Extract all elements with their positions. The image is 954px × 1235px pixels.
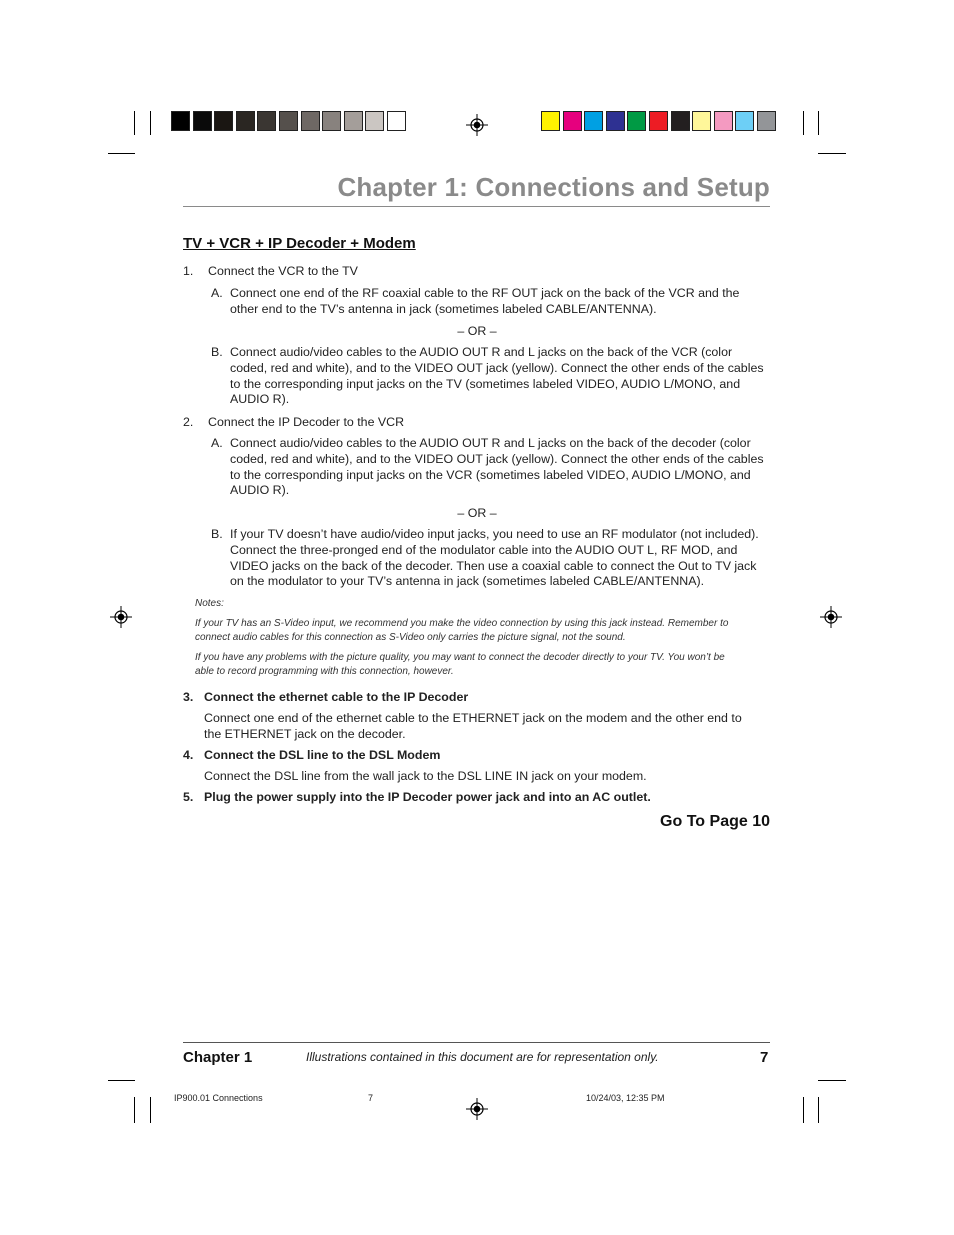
process-color-swatch bbox=[606, 111, 625, 131]
step-number: 1. bbox=[183, 264, 194, 278]
section-title: TV + VCR + IP Decoder + Modem bbox=[183, 235, 416, 252]
text-line: Connect one end of the RF coaxial cable to the RF OUT jack on the back of the VCR and the bbox=[230, 286, 740, 300]
note-item bbox=[195, 651, 770, 679]
crop-mark bbox=[803, 111, 804, 135]
process-color-swatch bbox=[757, 111, 776, 131]
crop-mark bbox=[803, 1097, 804, 1123]
process-color-swatch bbox=[649, 111, 668, 131]
step-title: Connect the IP Decoder to the VCR bbox=[208, 415, 405, 429]
text-line: the ETHERNET jack on the decoder. bbox=[204, 726, 406, 741]
text-line: AUDIO R). bbox=[230, 392, 290, 407]
option-letter: B. bbox=[211, 345, 223, 359]
process-color-swatch bbox=[735, 111, 754, 131]
footer-chapter: Chapter 1 bbox=[183, 1049, 253, 1066]
note-item bbox=[195, 617, 770, 645]
text-line: If you have any problems with the picture quality, you may want to connect the decoder directly to your TV. You won’t be bbox=[195, 652, 725, 663]
notes-label: Notes: bbox=[195, 598, 224, 609]
slug-date: 10/24/03, 12:35 PM bbox=[586, 1093, 665, 1103]
registration-mark-icon bbox=[820, 606, 842, 628]
step-title: Connect the DSL line to the DSL Modem bbox=[204, 748, 441, 762]
grayscale-swatch bbox=[193, 111, 212, 131]
page-number: 7 bbox=[760, 1049, 769, 1066]
text-line: other end to the TV’s antenna in jack (sometimes labeled CABLE/ANTENNA). bbox=[230, 301, 657, 316]
option-text bbox=[230, 345, 764, 408]
footer-disclaimer: Illustrations contained in this document are for representation only. bbox=[306, 1050, 659, 1064]
or-separator: – OR – bbox=[457, 324, 497, 338]
crop-mark bbox=[108, 153, 135, 154]
grayscale-swatch bbox=[279, 111, 298, 131]
step-title: Plug the power supply into the IP Decoder power jack and into an AC outlet. bbox=[204, 790, 651, 804]
text-line: If your TV has an S-Video input, we recommend you make the video connection by using this jack instead. Remember to bbox=[195, 618, 729, 629]
step-4-text bbox=[204, 769, 770, 785]
grayscale-swatch bbox=[322, 111, 341, 131]
slug-page: 7 bbox=[368, 1093, 374, 1103]
crop-mark bbox=[108, 1080, 135, 1081]
text-line: Connect the DSL line from the wall jack to the DSL LINE IN jack on your modem. bbox=[204, 769, 647, 783]
process-color-swatch bbox=[563, 111, 582, 131]
grayscale-swatch bbox=[387, 111, 406, 131]
grayscale-swatch bbox=[365, 111, 384, 131]
option-text bbox=[230, 286, 739, 318]
grayscale-swatch bbox=[257, 111, 276, 131]
text-line: coded, red and white), and to the VIDEO OUT jack (yellow). Connect the other ends of the cables bbox=[230, 451, 764, 466]
crop-mark bbox=[150, 111, 151, 135]
crop-mark bbox=[818, 111, 819, 135]
text-line: to the corresponding input jacks on the VCR (sometimes labeled VIDEO, AUDIO L/MONO, and bbox=[230, 467, 751, 482]
option-letter: A. bbox=[211, 286, 223, 300]
crop-mark bbox=[818, 153, 846, 154]
grayscale-swatch bbox=[301, 111, 320, 131]
process-color-swatch bbox=[714, 111, 733, 131]
text-line: Connect the three-pronged end of the modulator cable into the AUDIO OUT L, RF MOD, and bbox=[230, 542, 738, 557]
option-letter: A. bbox=[211, 436, 223, 450]
crop-mark bbox=[818, 1097, 819, 1123]
step-number: 5. bbox=[183, 790, 194, 804]
process-color-swatch bbox=[627, 111, 646, 131]
process-color-swatch bbox=[671, 111, 690, 131]
chapter-title: Chapter 1: Connections and Setup bbox=[337, 172, 770, 202]
grayscale-swatch bbox=[171, 111, 190, 131]
step-title: Connect the VCR to the TV bbox=[208, 264, 358, 278]
step-number: 4. bbox=[183, 748, 194, 762]
registration-mark-icon bbox=[110, 606, 132, 628]
grayscale-swatch bbox=[344, 111, 363, 131]
go-to-page-link[interactable]: Go To Page 10 bbox=[660, 813, 770, 830]
step-number: 2. bbox=[183, 415, 194, 429]
text-line: coded, red and white), and to the VIDEO OUT jack (yellow). Connect the other ends of the cables bbox=[230, 360, 764, 375]
text-line: Connect one end of the ethernet cable to the ETHERNET jack on the modem and the other end to bbox=[204, 711, 742, 725]
process-color-swatch bbox=[584, 111, 603, 131]
or-separator: – OR – bbox=[457, 506, 497, 520]
text-line: Connect audio/video cables to the AUDIO OUT R and L jacks on the back of the decoder (color bbox=[230, 436, 751, 450]
text-line: connect audio cables for this connection as S-Video only carries the picture signal, not the sound. bbox=[195, 632, 626, 643]
option-letter: B. bbox=[211, 527, 223, 541]
text-line: VIDEO jacks on the back of the decoder. Then use a coaxial cable to connect the Out to TV jack bbox=[230, 558, 757, 573]
crop-mark bbox=[818, 1080, 846, 1081]
process-color-swatch bbox=[692, 111, 711, 131]
grayscale-swatch bbox=[214, 111, 233, 131]
text-line: to the corresponding input jacks on the TV (sometimes labeled VIDEO, AUDIO L/MONO, and bbox=[230, 376, 741, 391]
crop-mark bbox=[134, 1097, 135, 1123]
crop-mark bbox=[150, 1097, 151, 1123]
step-3-text bbox=[204, 711, 770, 743]
text-line: on the modulator to your TV’s antenna in jack (sometimes labeled CABLE/ANTENNA). bbox=[230, 574, 705, 589]
process-color-swatch bbox=[541, 111, 560, 131]
text-line: Connect audio/video cables to the AUDIO OUT R and L jacks on the back of the VCR (color bbox=[230, 345, 733, 359]
crop-mark bbox=[134, 111, 135, 135]
header-rule bbox=[183, 206, 770, 207]
text-line: AUDIO R). bbox=[230, 483, 290, 498]
text-line: If your TV doesn’t have audio/video input jacks, you need to use an RF modulator (not included). bbox=[230, 527, 759, 541]
option-text bbox=[230, 527, 759, 590]
text-line: able to record programming with this connection, however. bbox=[195, 666, 454, 677]
footer-rule bbox=[183, 1042, 770, 1043]
option-text bbox=[230, 436, 764, 499]
step-title: Connect the ethernet cable to the IP Decoder bbox=[204, 690, 469, 704]
registration-mark-icon bbox=[466, 114, 488, 136]
grayscale-swatch bbox=[236, 111, 255, 131]
slug-filename: IP900.01 Connections bbox=[174, 1093, 263, 1103]
step-number: 3. bbox=[183, 690, 194, 704]
registration-mark-icon bbox=[466, 1098, 488, 1120]
